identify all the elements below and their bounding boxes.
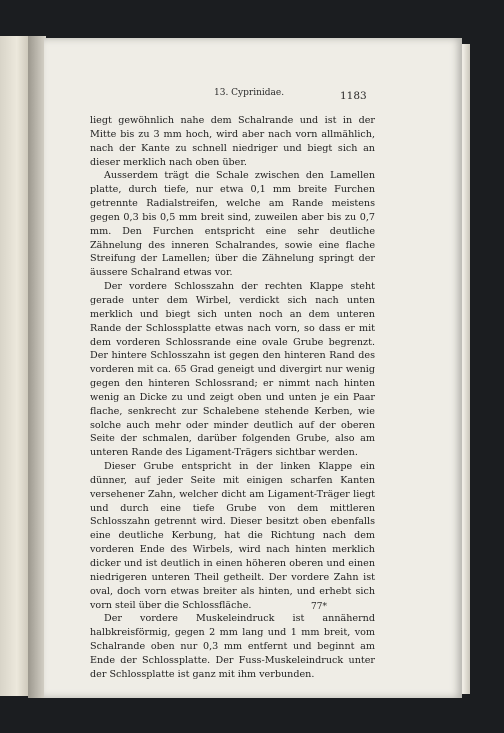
paragraph: Der vordere Schlosszahn der rechten Klappe steht gerade unter dem Wirbel, verdickt sich nach unten merklich und biegt sich unten noch an dem unteren Rande der Schlossplatte etwas nach vorn, so dass er mit dem vorderen Schlossrande eine ovale Grube begrenzt. Der hintere Schlosszahn ist gegen den hinteren Rand des vorderen mit ca. 65 Grad geneigt und divergirt nur wenig gegen den hinteren Schlossrand; er nimmt nach hinten wenig an Dicke zu und zeigt oben und unten je ein Paar flache, senkrecht zur Schalebene stehende Kerben, wie solche auch mehr oder minder deutlich auf der oberen Seite der schmalen, darüber folgenden Grube, also am unteren Rande des Ligament-Trägers sichtbar werden. [90,281,375,459]
paragraph: Ausserdem trägt die Schale zwischen den Lamellen platte, durch tiefe, nur etwa 0,1 mm breite Furchen getrennte Radialstreifen, welche am Rande meistens gegen 0,3 bis 0,5 mm breit sind, zuweilen aber bis zu 0,7 mm. Den Furchen entspricht eine sehr deutliche Zähnelung des inneren Schalrandes, sowie eine flache Streifung der Lamellen; über die Zähnelung springt der äussere Schalrand etwas vor. [90,170,375,279]
section-title: 13. Cyprinidae. [214,88,285,98]
running-header [0,88,504,102]
paragraph: Der vordere Muskeleindruck ist annähernd halbkreisförmig, gegen 2 mm lang und 1 mm breit, vom Schalrande oben nur 0,3 mm entfernt und beginnt am Ende der Schlossplatte. Der Fuss-Muskeleindruck unter der Schlossplatte ist ganz mit ihm verbunden. [90,613,375,680]
paragraph: liegt gewöhnlich nahe dem Schalrande und ist in der Mitte bis zu 3 mm hoch, wird aber nach vorn allmählich, nach der Kante zu schnell niedriger und biegt sich an dieser merklich nach oben über. [90,115,375,168]
paragraph: Dieser Grube entspricht in der linken Klappe ein dünner, auf jeder Seite mit einigen scharfen Kanten versehener Zahn, welcher dicht am Ligament-Träger liegt und durch eine tiefe Grube von dem mittleren Schlosszahn getrennt wird. Dieser besitzt oben ebenfalls eine deutliche Kerbung, hat die Richtung nach dem vorderen Ende des Wirbels, wird nach hinten merklich dicker und ist deutlich in einen höheren oberen und einen niedrigeren unteren Theil getheilt. Der vordere Zahn ist oval, doch vorn etwas breiter als hinten, und erhebt sich vorn steil über die Schlossfläche. [90,461,375,611]
signature-mark: 77* [311,602,327,612]
page-number: 1183 [340,90,367,102]
body-text [90,114,375,682]
book-binding [0,36,28,696]
